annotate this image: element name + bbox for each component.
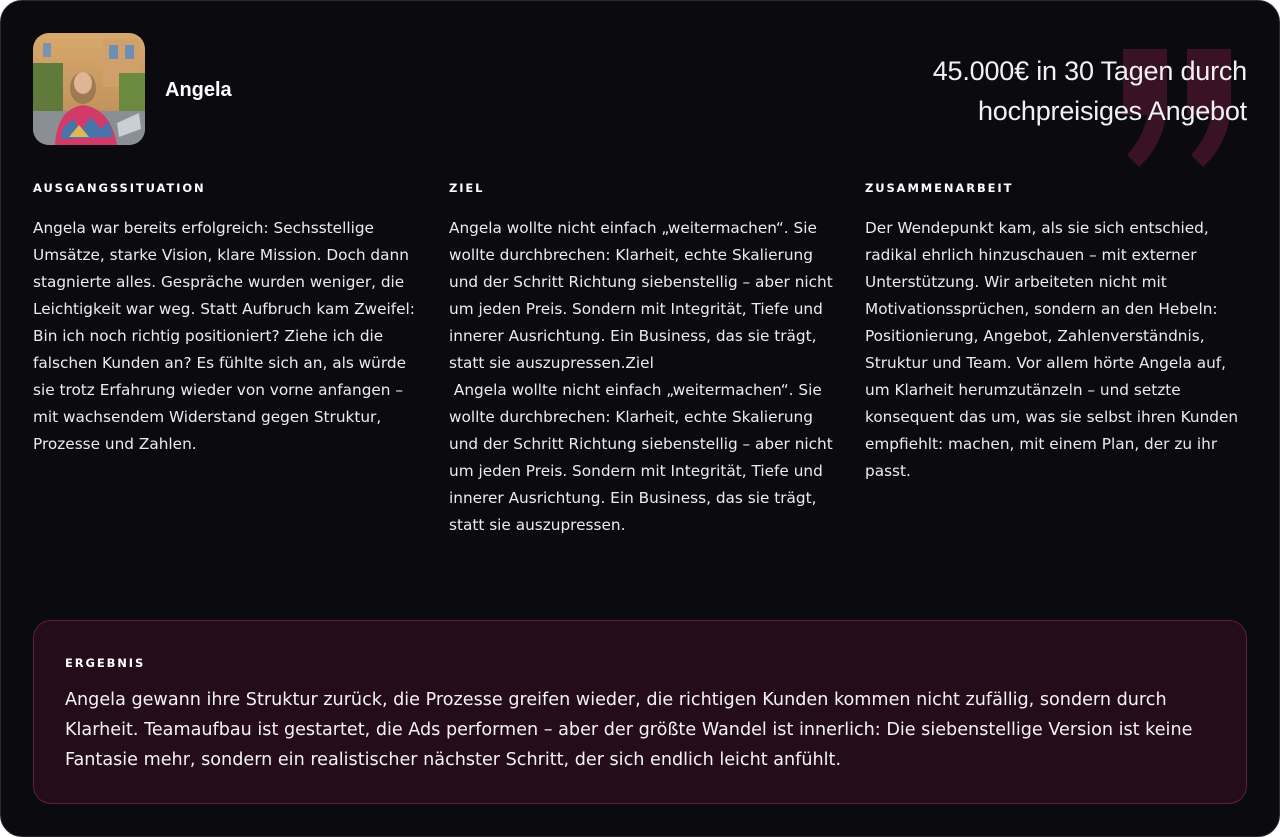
section-label: ZIEL (449, 181, 485, 195)
result-box (33, 620, 1247, 804)
section-ausgangssituation (33, 180, 418, 458)
result-label: ERGEBNIS (65, 656, 146, 670)
section-text: Angela war bereits erfolgreich: Sechsstellige Umsätze, starke Vision, klare Mission. Doch dann stagnierte alles. Gespräche wurden weniger, die Leichtigkeit war weg. Statt Aufbruch kam Zweifel: Bin ich noch richtig positioniert? Ziehe ich die falschen Kunden an? Es fühlte sich an, als würde sie trotz Erfahrung wieder von vorne anfangen – mit wachsendem Widerstand gegen Struktur, Prozesse und Zahlen. (33, 219, 420, 453)
person-name: Angela (165, 79, 232, 101)
person-photo-icon (33, 33, 145, 145)
section-label: ZUSAMMENARBEIT (865, 181, 1014, 195)
headline: 45.000€ in 30 Tagen durch hochpreisiges Angebot (932, 56, 1247, 126)
section-text: Angela wollte nicht einfach „weitermachen“. Sie wollte durchbrechen: Klarheit, echte Skalierung und der Schritt Richtung siebenstellig – aber nicht um jeden Preis. Sondern mit Integrität, Tiefe und innerer Ausrichtung. Ein Business, das sie trägt, statt sie auszupressen.Ziel Angela wollte nicht einfach „weitermachen“. Sie wollte durchbrechen: Klarheit, echte Skalierung und der Schritt Richtung siebenstellig – aber nicht um jeden Preis. Sondern mit Integrität, Tiefe und innerer Ausrichtung. Ein Business, das sie trägt, statt sie auszupressen. (449, 219, 833, 534)
section-text: Der Wendepunkt kam, als sie sich entschied, radikal ehrlich hinzuschauen – mit externer Unterstützung. Wir arbeiteten nicht mit Motivationssprüchen, sondern an den Hebeln: Positionierung, Angebot, Zahlenverständnis, Struktur und Team. Vor allem hörte Angela auf, um Klarheit herumzutänzeln – und setzte konsequent das um, was sie selbst ihren Kunden empfiehlt: machen, mit einem Plan, der zu ihr passt. (865, 219, 1243, 480)
section-label: AUSGANGSSITUATION (33, 181, 206, 195)
result-text: Angela gewann ihre Struktur zurück, die Prozesse greifen wieder, die richtigen Kunden kommen nicht zufällig, sondern durch Klarheit. Teamaufbau ist gestartet, die Ads performen – aber der größte Wandel ist innerlich: Die siebenstellige Version ist keine Fantasie mehr, sondern ein realistischer nächster Schritt, der sich endlich leicht anfühlt. (65, 690, 1193, 770)
section-zusammenarbeit (865, 180, 1250, 485)
avatar (33, 33, 145, 145)
section-ziel (449, 180, 834, 539)
